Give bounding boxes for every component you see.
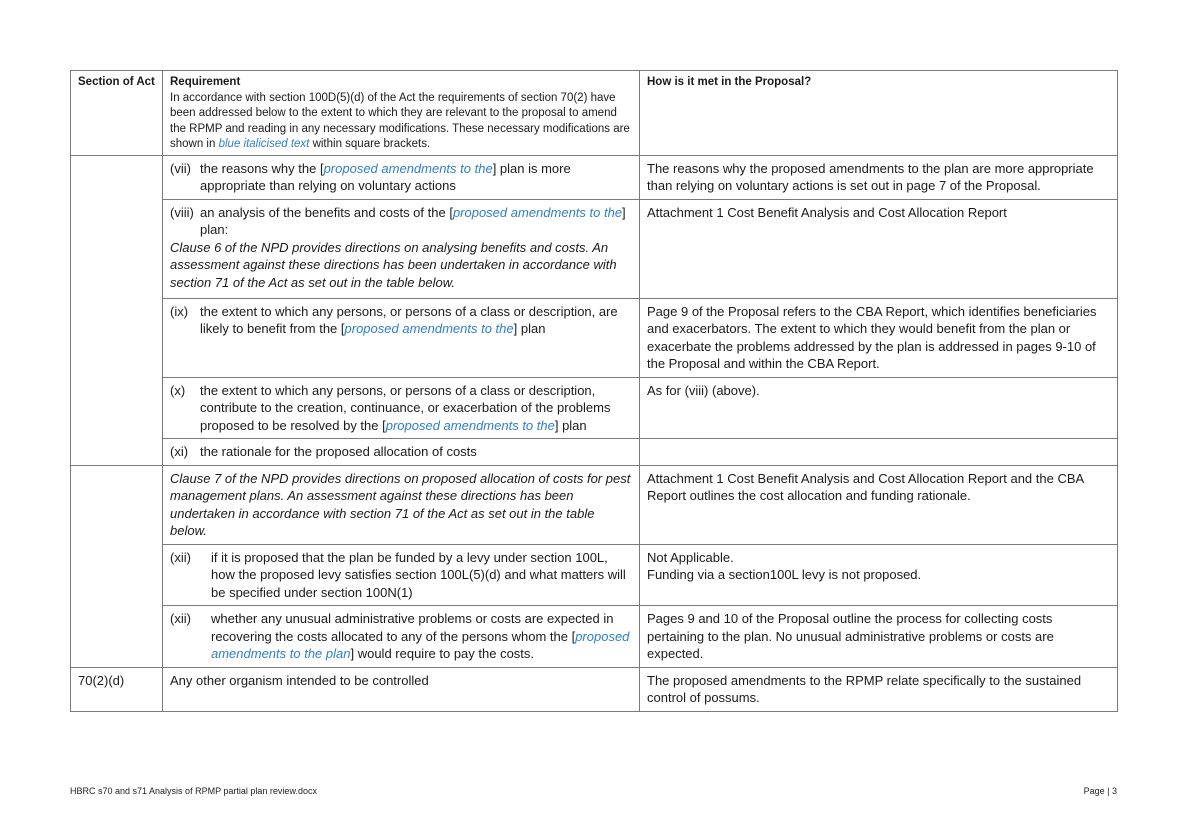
header-section-of-act: Section of Act <box>71 71 163 156</box>
requirement-cell: (ix) the extent to which any persons, or persons of a class or description, are likely to benefit from the [proposed amendments to the] plan <box>163 298 640 377</box>
requirements-table <box>70 70 1118 712</box>
requirement-cell: (xii) whether any unusual administrative problems or costs are expected in recovering the costs allocated to any of the persons whom the [proposed amendments to the plan] would require to pay the costs. <box>163 606 640 668</box>
answer-cell <box>640 439 1118 466</box>
header-how-met: How is it met in the Proposal? <box>640 71 1118 156</box>
requirement-title: Requirement <box>170 76 241 88</box>
requirement-cell: (x) the extent to which any persons, or persons of a class or description, contribute to the creation, continuance, or exacerbation of the problems proposed to be resolved by the [proposed amendments to the] plan <box>163 377 640 439</box>
clause-note: Clause 7 of the NPD provides directions on proposed allocation of costs for pest management plans. An assessment against these directions has been undertaken in accordance with section 71 of the Act as set out in the table below. <box>163 465 640 544</box>
table-row-xii-admin <box>71 606 1118 668</box>
answer-cell: Attachment 1 Cost Benefit Analysis and Cost Allocation Report and the CBA Report outlines the cost allocation and funding rationale. <box>640 465 1118 544</box>
table-row-70-2-d <box>71 667 1118 711</box>
table-row-x <box>71 377 1118 439</box>
clause-note: Clause 6 of the NPD provides directions on analysing benefits and costs. An assessment against these directions has been undertaken in accordance with section 71 of the Act as set out in the table below. <box>170 239 617 290</box>
requirement-cell: Any other organism intended to be controlled <box>163 667 640 711</box>
section-cell: 70(2)(d) <box>71 667 163 711</box>
header-requirement: Requirement In accordance with section 100D(5)(d) of the Act the requirements of section 70(2) have been addressed below to the extent to which they are relevant to the proposal to amend the RPMP and reading in any necessary modifications. These necessary modifications are shown in blue italicised text within square brackets. <box>163 71 640 156</box>
answer-cell: As for (viii) (above). <box>640 377 1118 439</box>
answer-cell: Not Applicable. Funding via a section100L levy is not proposed. <box>640 544 1118 606</box>
table-row-vii <box>71 155 1118 199</box>
table-row-xii-levy <box>71 544 1118 606</box>
answer-cell: Page 9 of the Proposal refers to the CBA Report, which identifies beneficiaries and exacerbators. The extent to which they would benefit from the plan or exacerbate the problems addressed by the plan is addressed in pages 9-10 of the Proposal and within the CBA Report. <box>640 298 1118 377</box>
table-row-clause7 <box>71 465 1118 544</box>
table-row-viii <box>71 199 1118 298</box>
footer-document-name: HBRC s70 and s71 Analysis of RPMP partial plan review.docx <box>70 786 317 796</box>
table-row-ix <box>71 298 1118 377</box>
answer-cell: Pages 9 and 10 of the Proposal outline the process for collecting costs pertaining to the plan. No unusual administrative problems or costs are expected. <box>640 606 1118 668</box>
section-cell-empty <box>71 465 163 667</box>
requirement-cell: (xii) if it is proposed that the plan be funded by a levy under section 100L, how the proposed levy satisfies section 100L(5)(d) and what matters will be specified under section 100N(1) <box>163 544 640 606</box>
answer-cell: The reasons why the proposed amendments to the plan are more appropriate than relying on voluntary actions is set out in page 7 of the Proposal. <box>640 155 1118 199</box>
section-cell-empty <box>71 155 163 465</box>
table-header-row <box>71 71 1118 156</box>
requirement-cell: (viii) an analysis of the benefits and costs of the [proposed amendments to the] plan: Clause 6 of the NPD provides directions on analysing benefits and costs. An assessment against these directions has been undertaken in accordance with section 71 of the Act as set out in the table below. <box>163 199 640 298</box>
table-row-xi <box>71 439 1118 466</box>
answer-cell: The proposed amendments to the RPMP relate specifically to the sustained control of possums. <box>640 667 1118 711</box>
answer-cell: Attachment 1 Cost Benefit Analysis and Cost Allocation Report <box>640 199 1118 298</box>
requirement-cell: (xi) the rationale for the proposed allocation of costs <box>163 439 640 466</box>
footer-page-number: Page | 3 <box>1083 786 1117 796</box>
requirement-cell: (vii) the reasons why the [proposed amendments to the] plan is more appropriate than relying on voluntary actions <box>163 155 640 199</box>
